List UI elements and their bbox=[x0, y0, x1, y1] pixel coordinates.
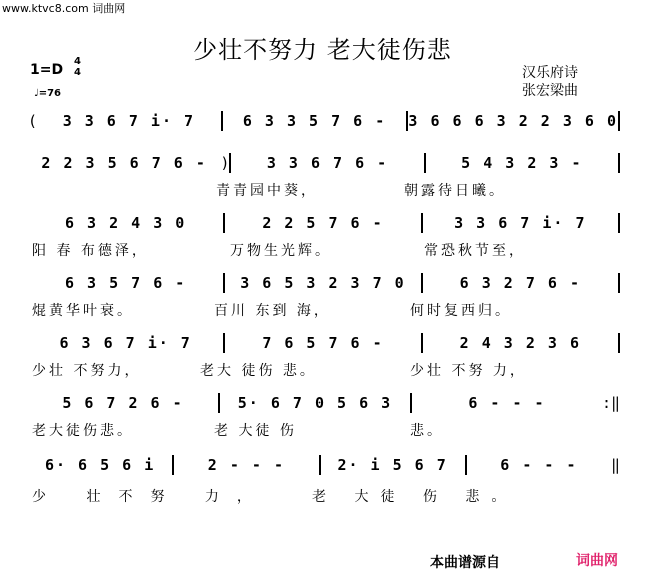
notation-row-7 bbox=[28, 454, 620, 476]
measure: 5 4 3 2 3 - bbox=[461, 154, 583, 172]
measure: 3 3 6 7 i· 7 bbox=[62, 112, 196, 130]
barline bbox=[618, 111, 620, 131]
lyric: 朝露待日曦。 bbox=[404, 183, 506, 199]
composer: 张宏梁曲 bbox=[522, 83, 578, 99]
measure: 6 3 5 7 6 - bbox=[64, 274, 187, 292]
time-signature-bottom: 4 bbox=[74, 67, 81, 78]
credits bbox=[522, 64, 578, 100]
measure: 6 3 3 5 7 6 - bbox=[242, 112, 387, 130]
lyric: 老 大徒 伤 悲。 bbox=[312, 489, 518, 505]
barline bbox=[618, 153, 620, 173]
lyric: 何时复西归。 bbox=[410, 303, 512, 319]
measure: 3 6 6 6 3 2 2 3 6 0 bbox=[408, 112, 618, 130]
time-signature-top: 4 bbox=[74, 56, 81, 67]
measure: 3 6 5 3 2 3 7 0 bbox=[240, 274, 406, 292]
time-signature bbox=[74, 56, 81, 78]
site-watermark: www.ktvc8.com 词曲网 bbox=[2, 2, 126, 15]
lyric: 阳 春 布德泽， bbox=[32, 243, 149, 259]
lyric: 万物生光辉。 bbox=[230, 243, 332, 259]
final-barline: ‖ bbox=[611, 456, 621, 474]
tempo-value: =76 bbox=[38, 88, 62, 99]
measure: 6 - - - bbox=[500, 456, 578, 474]
repeat-end: ) bbox=[220, 154, 230, 172]
barline bbox=[618, 333, 620, 353]
measure: 3 3 6 7 i· 7 bbox=[454, 214, 587, 232]
notation-row-5 bbox=[28, 332, 620, 354]
notation-row-3 bbox=[28, 212, 620, 234]
notation-row-6 bbox=[28, 392, 620, 414]
barline bbox=[618, 213, 620, 233]
lyric: 老 大徒 伤 bbox=[214, 423, 297, 439]
measure: 2 2 5 7 6 - bbox=[262, 214, 384, 232]
measure: 6 - - - bbox=[468, 394, 546, 412]
notation-row-1 bbox=[28, 110, 620, 132]
notation-row-2 bbox=[28, 152, 620, 174]
lyric: 常恐秋节至， bbox=[424, 243, 526, 259]
measure: 7 6 5 7 6 - bbox=[262, 334, 384, 352]
tempo-marking: ♩=76 bbox=[34, 88, 62, 99]
measure: 6 3 2 4 3 0 bbox=[64, 214, 187, 232]
repeat-end-sign: :‖ bbox=[601, 394, 621, 412]
measure: 6· 6 5 6 i bbox=[44, 456, 156, 474]
lyric: 少 壮不努 力， bbox=[32, 489, 269, 505]
measure: 3 3 6 7 6 - bbox=[266, 154, 389, 172]
measure: 5 6 7 2 6 - bbox=[62, 394, 184, 412]
measure: 2 4 3 2 3 6 bbox=[459, 334, 581, 352]
measure: 6 3 6 7 i· 7 bbox=[59, 334, 192, 352]
song-title: 少壮不努力 老大徒伤悲 bbox=[193, 36, 452, 64]
footer-source: 本曲谱源自 bbox=[430, 555, 500, 571]
key-signature: 1=D bbox=[30, 62, 64, 78]
lyric: 百川 东到 海， bbox=[214, 303, 331, 319]
lyric: 少壮 不努 力， bbox=[410, 363, 527, 379]
lyric: 悲。 bbox=[410, 423, 444, 439]
lyric: 少壮 不努力， bbox=[32, 363, 142, 379]
lyric: 老大徒伤悲。 bbox=[32, 423, 134, 439]
measure: 2 2 3 5 6 7 6 - bbox=[41, 154, 207, 172]
measure: 2 - - - bbox=[207, 456, 285, 474]
barline bbox=[618, 273, 620, 293]
measure: 6 3 2 7 6 - bbox=[459, 274, 581, 292]
lyric: 老大 徒伤 悲。 bbox=[200, 363, 317, 379]
lyric: 焜黄华叶衰。 bbox=[32, 303, 134, 319]
repeat-start: ( bbox=[28, 112, 38, 130]
measure: 2· i 5 6 7 bbox=[337, 456, 448, 474]
lyric: 青青园中葵， bbox=[216, 183, 318, 199]
lyricist: 汉乐府诗 bbox=[522, 65, 578, 81]
footer-logo: 词曲网 bbox=[576, 553, 618, 569]
measure: 5· 6 7 0 5 6 3 bbox=[237, 394, 393, 412]
notation-row-4 bbox=[28, 272, 620, 294]
